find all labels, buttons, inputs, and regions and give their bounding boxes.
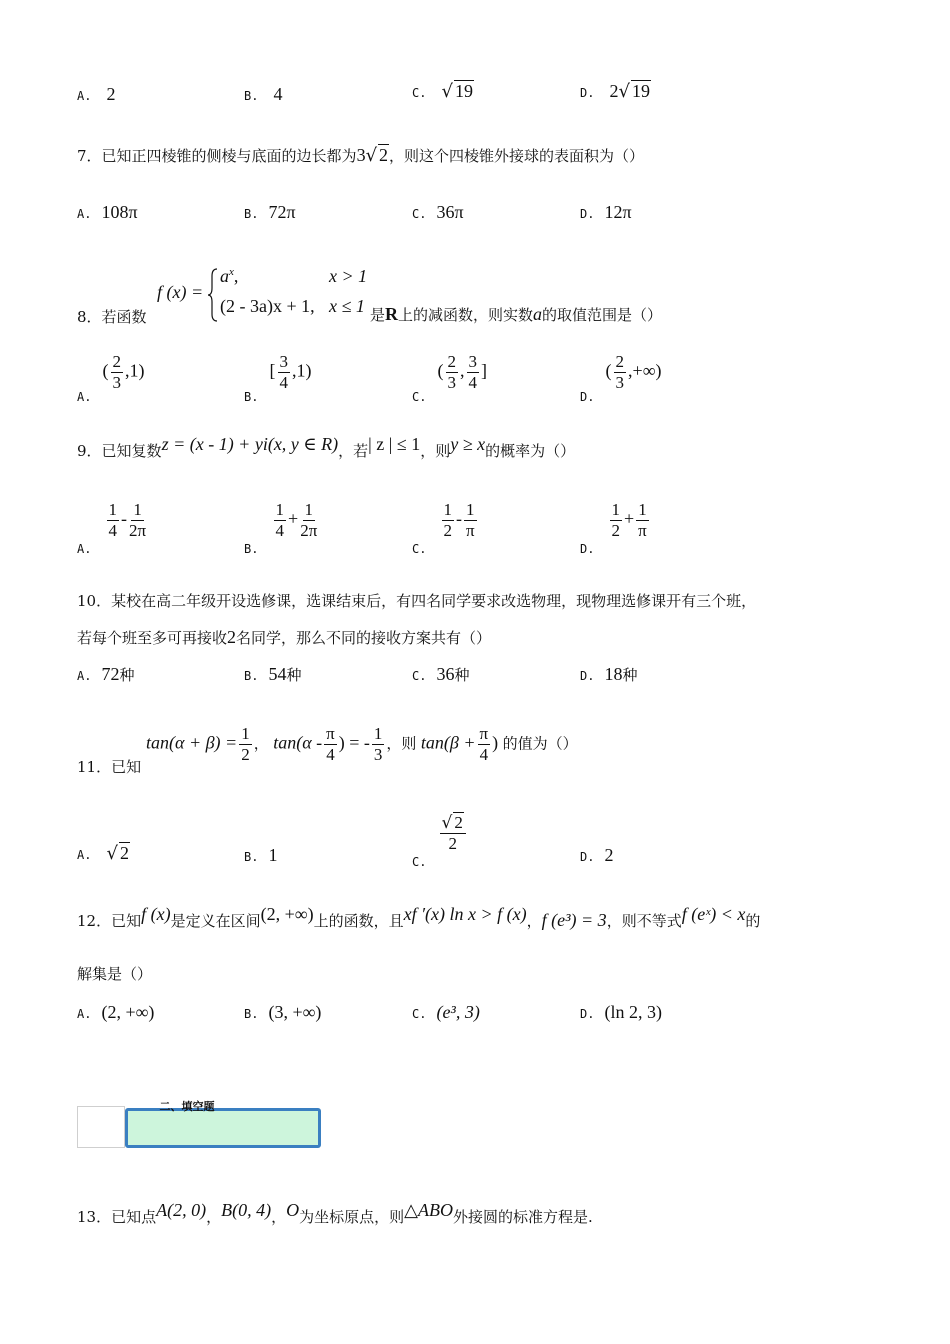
option-label: C. (412, 854, 427, 869)
option-unit: 种 (454, 666, 470, 684)
q9-option-b (244, 500, 319, 556)
q10-option-d (580, 664, 637, 685)
question-8-tail (370, 304, 662, 325)
option-label: C. (412, 390, 427, 404)
case2-cond: x ≤ 1 (329, 296, 365, 316)
point-b: B(0, 4) (221, 1200, 272, 1220)
q12-option-b (244, 1002, 321, 1023)
bracket: ( (605, 360, 612, 381)
question-7 (77, 144, 644, 166)
option-tail: ,1) (125, 360, 145, 381)
option-label: A. (77, 669, 92, 683)
math-radicand: 2 (379, 145, 389, 165)
option-value: 36π (436, 202, 464, 222)
q6-option-d (580, 80, 651, 102)
question-12-line2 (77, 963, 152, 984)
separator: ， (206, 1208, 222, 1226)
fraction-den: 3 (112, 373, 122, 392)
derivative-inequality: xf ′(x) ln x > f (x) (403, 904, 527, 924)
sqrt-sign: √ (106, 843, 119, 864)
option-label: B. (244, 850, 259, 864)
fraction-num: 1 (241, 724, 250, 743)
option-label: D. (580, 669, 595, 683)
left-brace (207, 268, 219, 322)
operator: - (456, 508, 463, 529)
option-label: B. (244, 390, 259, 404)
real-set-symbol: R (385, 304, 399, 324)
option-value: 19 (455, 81, 474, 101)
q8-option-c: $_{C.}$ ( $\frac{2}{3}$ , $\frac{3}{4}$ ] (412, 352, 488, 404)
operator: + (288, 508, 299, 529)
q12-option-a (77, 1002, 154, 1023)
section-banner (125, 1108, 321, 1148)
question-text-tail: 的取值范围是（） (542, 306, 663, 324)
option-value: 4 (273, 84, 283, 104)
fraction-den: 2 (241, 745, 250, 764)
complex-expression: z = (x - 1) + yi(x, y ∈ R) (161, 434, 339, 454)
question-number: 11． (77, 758, 112, 776)
question-10-line1 (77, 590, 756, 611)
option-label: D. (580, 86, 595, 100)
q6-option-a (77, 84, 116, 105)
fraction-den: 4 (279, 373, 289, 392)
option-label: B. (244, 669, 259, 683)
option-label: D. (580, 207, 595, 221)
fraction-num: 1 (638, 500, 647, 519)
question-13 (77, 1200, 593, 1227)
expr-2: tan(α - (273, 732, 323, 753)
option-value: 108π (101, 202, 138, 222)
option-label: C. (412, 207, 427, 221)
fraction-num: 2 (454, 813, 463, 832)
option-value: 2 (106, 84, 116, 104)
option-unit: 种 (622, 666, 638, 684)
fraction-num: 1 (443, 500, 453, 519)
option-value: 18 (604, 664, 623, 684)
fraction-num: 1 (466, 500, 475, 519)
question-number: 10． (77, 592, 112, 610)
question-10-line2 (77, 627, 491, 648)
fraction-den: 2π (300, 521, 318, 540)
option-value: (ln 2, 3) (604, 1002, 662, 1022)
question-text-tail: 名同学，那么不同的接收方案共有（） (236, 629, 492, 647)
q11-option-a (77, 842, 130, 864)
section-header (77, 1100, 321, 1148)
fraction-num: π (479, 724, 489, 743)
option-label: D. (580, 850, 595, 864)
expr-2-tail: ) = - (338, 732, 370, 753)
fraction-num: 1 (275, 500, 285, 519)
fraction-den: 2 (443, 521, 453, 540)
q11-given-expressions (146, 724, 578, 765)
question-text: 上的减函数，则实数 (398, 306, 534, 324)
option-coef: 2 (609, 81, 619, 101)
option-value: 19 (632, 81, 651, 101)
expr-3-tail: ) (492, 732, 499, 753)
option-value: 36 (436, 664, 455, 684)
question-text: 上的函数，且 (313, 912, 404, 930)
fraction-num: 1 (133, 500, 142, 519)
option-label: B. (244, 207, 259, 221)
option-label: C. (412, 1007, 427, 1021)
function-f: f (x) (141, 904, 171, 924)
q7-option-c (412, 202, 464, 223)
question-number: 12． (77, 912, 112, 930)
question-12-line1 (77, 904, 761, 931)
option-label: C. (412, 669, 427, 683)
option-label: D. (580, 1007, 595, 1021)
fraction-den: 4 (468, 373, 478, 392)
interval: (2, +∞) (260, 904, 314, 924)
option-label: D. (580, 390, 595, 404)
function-condition: f (e³) = 3 (541, 910, 607, 930)
fraction-num: 2 (447, 352, 457, 371)
question-text: 解集是（） (77, 965, 153, 983)
fraction-num: 3 (279, 352, 289, 371)
option-value: 2 (120, 843, 130, 863)
question-text-tail: 的概率为（） (485, 442, 576, 460)
question-11-lead (77, 756, 141, 777)
question-number: 13． (77, 1208, 112, 1226)
question-number: 7． (77, 147, 102, 165)
question-text: ，若 (338, 442, 369, 460)
question-9 (77, 434, 576, 461)
option-label: B. (244, 89, 259, 103)
inequality: y ≥ x (450, 434, 486, 454)
fraction-num: 1 (304, 500, 313, 519)
separator: ， (271, 1208, 287, 1226)
option-label: B. (244, 542, 259, 556)
option-unit: 种 (119, 666, 135, 684)
triangle-abo: △ABO (404, 1200, 453, 1220)
expr-3: tan(β + (420, 732, 476, 753)
q10-option-c (412, 664, 469, 685)
question-text: 是 (370, 306, 386, 324)
q8-option-a (77, 352, 145, 404)
q11-option-b (244, 845, 277, 866)
option-tail: ] (481, 360, 488, 381)
fraction-den: 2π (129, 521, 147, 540)
operator: - (121, 508, 128, 529)
point-a: A(2, 0) (156, 1200, 207, 1220)
question-text: 已知正四棱锥的侧棱与底面的边长都为 (101, 147, 357, 165)
q6-option-b (244, 84, 283, 105)
piecewise-function (157, 264, 372, 326)
separator: ，则 (386, 736, 417, 753)
section-title: 二、填空题 (159, 1100, 215, 1113)
fraction-num: 2 (615, 352, 625, 371)
question-text-tail: 的 (745, 912, 761, 930)
fraction-num: 1 (373, 724, 383, 743)
question-text-tail: ，则这个四棱锥外接球的表面积为（） (389, 147, 645, 165)
operator: + (624, 508, 635, 529)
option-value: (3, +∞) (268, 1002, 322, 1022)
q8-option-b (244, 352, 312, 404)
fraction-den: 2 (448, 834, 457, 853)
fraction-num: 1 (108, 500, 118, 519)
question-text: 为坐标原点，则 (299, 1208, 405, 1226)
option-label: C. (412, 542, 427, 556)
question-text: ，则 (420, 442, 451, 460)
question-text: 某校在高二年级开设选修课，选课结束后，有四名同学要求改选物理，现物理选修课开有三个班， (111, 592, 757, 610)
question-text: 是定义在区间 (170, 912, 261, 930)
sqrt-sign: √ (618, 81, 631, 102)
fraction-num: 3 (468, 352, 478, 371)
q11-option-c (412, 812, 468, 869)
fraction-den: 3 (447, 373, 457, 392)
question-text: 已知 (111, 912, 142, 930)
bracket: ( (102, 360, 109, 381)
point-o: O (286, 1200, 300, 1220)
question-text: 若函数 (101, 308, 147, 326)
bracket: ( (437, 360, 444, 381)
question-text: 若每个班至多可再接收 (77, 629, 228, 647)
option-value: 12π (604, 202, 632, 222)
question-number: 9． (77, 442, 102, 460)
option-label: B. (244, 1007, 259, 1021)
fraction-den: 3 (615, 373, 625, 392)
q6-option-c (412, 80, 474, 102)
fraction-den: 3 (373, 745, 383, 764)
q7-option-d (580, 202, 632, 223)
fraction-num: 2 (112, 352, 122, 371)
modulus-condition: | z | ≤ 1 (368, 434, 421, 454)
option-label: A. (77, 542, 92, 556)
variable-a: a (533, 304, 543, 324)
option-label: A. (77, 89, 92, 103)
fraction-num: π (326, 724, 335, 743)
question-number: 8． (77, 308, 102, 326)
question-text: 已知复数 (101, 442, 162, 460)
fraction-den: 4 (479, 745, 489, 764)
math-coef: 3 (356, 145, 366, 165)
option-tail: ,+∞) (628, 360, 662, 381)
target-inequality: f (eˣ) < x (681, 904, 746, 924)
bracket: [ (269, 360, 276, 381)
q8-option-d (580, 352, 662, 404)
q10-option-a (77, 664, 134, 685)
score-box (77, 1106, 125, 1148)
option-label: A. (77, 1007, 92, 1021)
option-label: C. (412, 86, 427, 100)
q12-option-d (580, 1002, 662, 1023)
question-text-tail: 的值为（） (502, 734, 578, 753)
q7-option-b (244, 202, 296, 223)
option-value: 1 (268, 845, 278, 865)
option-unit: 种 (286, 666, 302, 684)
option-value: 72 (101, 664, 120, 684)
fraction-den: π (466, 521, 475, 540)
q9-option-d (580, 500, 651, 556)
option-label: A. (77, 207, 92, 221)
sqrt-sign: √ (441, 81, 454, 102)
inline-number: 2 (227, 627, 237, 647)
fraction-den: 4 (108, 521, 118, 540)
fraction-num: 1 (611, 500, 621, 519)
option-value: 72π (268, 202, 296, 222)
sqrt-sign: √ (365, 145, 378, 166)
q9-option-a (77, 500, 148, 556)
option-label: D. (580, 542, 595, 556)
question-8-lead (77, 306, 147, 327)
question-text: 已知点 (111, 1208, 157, 1226)
option-value: 2 (604, 845, 614, 865)
separator: ， (253, 736, 269, 753)
q7-option-a (77, 202, 138, 223)
case2-expr: (2 - 3a)x + 1, (220, 296, 315, 316)
function-name: f (x) = (157, 282, 204, 302)
expr-1: tan(α + β) = (146, 732, 238, 753)
question-text: 已知 (111, 758, 142, 776)
option-value: (e³, 3) (436, 1002, 480, 1022)
q12-option-c (412, 1002, 480, 1023)
option-value: 54 (268, 664, 287, 684)
option-label: A. (77, 848, 92, 862)
q10-option-b (244, 664, 301, 685)
separator: ， (526, 912, 542, 930)
option-value: (2, +∞) (101, 1002, 155, 1022)
option-tail: ,1) (292, 360, 312, 381)
sqrt-sign: √ (441, 813, 453, 833)
fraction-den: 4 (275, 521, 285, 540)
option-label: A. (77, 390, 92, 404)
fraction-den: 2 (611, 521, 621, 540)
q11-option-d (580, 845, 613, 866)
q9-option-c (412, 500, 479, 556)
case1-expr: $a^x$, (220, 266, 239, 286)
question-text: ，则不等式 (606, 912, 682, 930)
fraction-den: π (638, 521, 647, 540)
question-text-tail: 外接圆的标准方程是. (452, 1208, 593, 1226)
fraction-den: 4 (326, 745, 335, 764)
case1-cond: x > 1 (329, 266, 368, 286)
